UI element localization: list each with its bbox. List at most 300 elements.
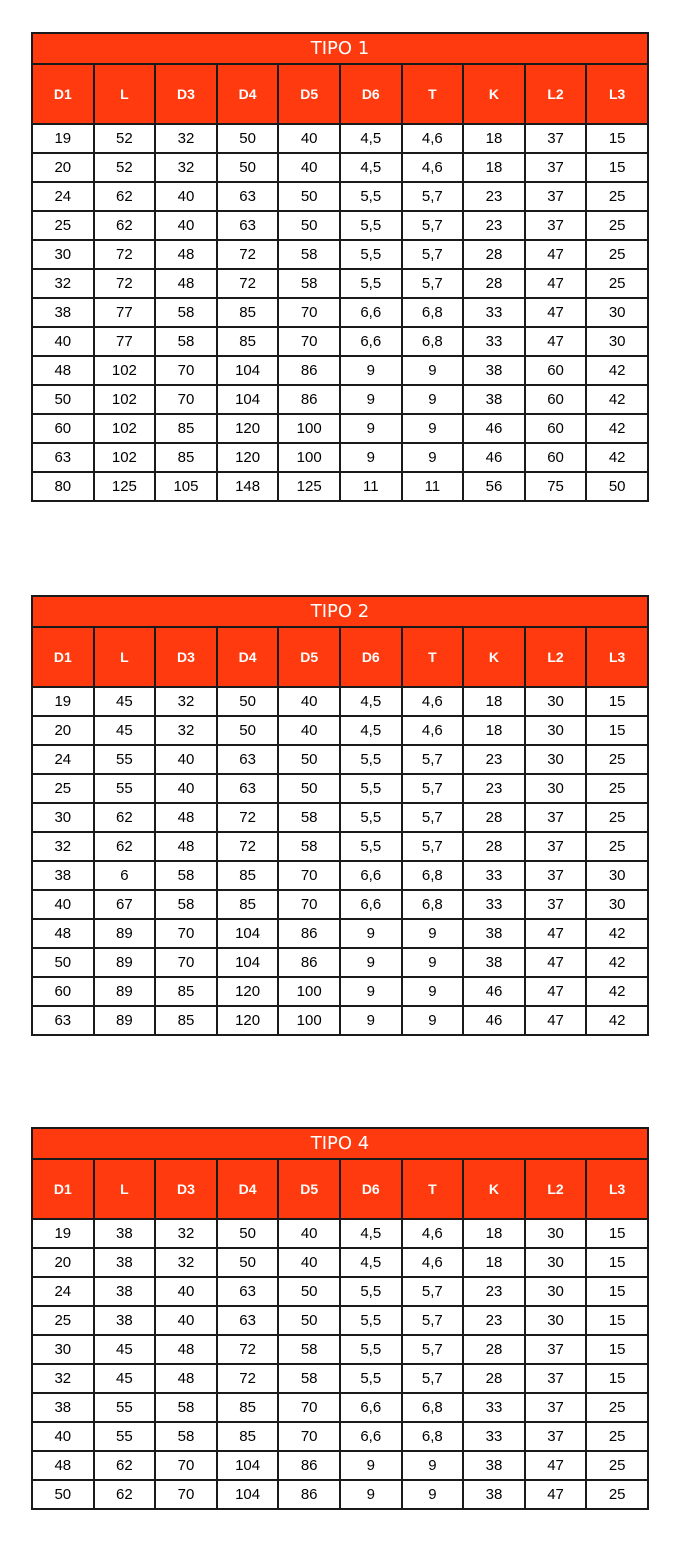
table-cell: 30 (525, 1306, 587, 1335)
table-cell: 85 (155, 414, 217, 443)
table-cell: 9 (402, 1006, 464, 1035)
table-cell: 33 (463, 298, 525, 327)
table-cell: 58 (278, 269, 340, 298)
table-cell: 40 (155, 745, 217, 774)
table-cell: 50 (278, 1277, 340, 1306)
table-cell: 5,5 (340, 745, 402, 774)
table-cell: 50 (217, 687, 279, 716)
table-row (32, 1219, 648, 1248)
table-cell: 9 (340, 1451, 402, 1480)
table-row (32, 687, 648, 716)
column-header-row (32, 1159, 648, 1219)
table-cell: 37 (525, 211, 587, 240)
table-cell: 15 (586, 1306, 648, 1335)
table-cell: 20 (32, 153, 94, 182)
table-cell: 9 (340, 1006, 402, 1035)
table-cell: 52 (94, 153, 156, 182)
table-cell: 11 (340, 472, 402, 501)
table-cell: 25 (586, 1451, 648, 1480)
table-cell: 38 (94, 1219, 156, 1248)
table-row (32, 948, 648, 977)
column-header: K (463, 64, 525, 124)
table-cell: 37 (525, 182, 587, 211)
table-cell: 58 (278, 832, 340, 861)
table-cell: 28 (463, 832, 525, 861)
table-cell: 9 (402, 919, 464, 948)
table-cell: 37 (525, 1335, 587, 1364)
table-cell: 5,7 (402, 745, 464, 774)
table-cell: 58 (278, 803, 340, 832)
column-header: T (402, 1159, 464, 1219)
table-title: TIPO 1 (32, 33, 648, 64)
table-cell: 85 (217, 861, 279, 890)
table-row (32, 356, 648, 385)
table-cell: 9 (402, 443, 464, 472)
table-cell: 85 (155, 1006, 217, 1035)
table-cell: 63 (217, 182, 279, 211)
table-cell: 23 (463, 182, 525, 211)
table-cell: 60 (525, 385, 587, 414)
column-header-row (32, 64, 648, 124)
table-cell: 50 (278, 182, 340, 211)
table-title-row (32, 33, 648, 64)
column-header: D4 (217, 627, 279, 687)
table-cell: 72 (217, 832, 279, 861)
table-cell: 104 (217, 948, 279, 977)
table-cell: 60 (32, 414, 94, 443)
table-cell: 5,5 (340, 240, 402, 269)
table-cell: 85 (155, 977, 217, 1006)
table-cell: 102 (94, 443, 156, 472)
table-cell: 5,5 (340, 1277, 402, 1306)
table-cell: 4,6 (402, 1248, 464, 1277)
table-cell: 25 (586, 269, 648, 298)
column-header: D6 (340, 64, 402, 124)
table-cell: 32 (155, 153, 217, 182)
table-cell: 4,5 (340, 1219, 402, 1248)
table-cell: 6,8 (402, 1422, 464, 1451)
table-cell: 5,5 (340, 774, 402, 803)
table-cell: 45 (94, 1335, 156, 1364)
table-cell: 9 (402, 356, 464, 385)
table-cell: 67 (94, 890, 156, 919)
table-cell: 50 (217, 153, 279, 182)
table-cell: 38 (463, 948, 525, 977)
table-title: TIPO 4 (32, 1128, 648, 1159)
table-cell: 15 (586, 124, 648, 153)
table-cell: 40 (278, 1219, 340, 1248)
table-cell: 72 (94, 240, 156, 269)
table-cell: 48 (32, 919, 94, 948)
column-header: D4 (217, 64, 279, 124)
table-cell: 70 (155, 1480, 217, 1509)
table-row (32, 1422, 648, 1451)
table-cell: 100 (278, 443, 340, 472)
table-title-row (32, 1128, 648, 1159)
table-cell: 33 (463, 1393, 525, 1422)
table-cell: 37 (525, 1393, 587, 1422)
table-cell: 42 (586, 977, 648, 1006)
table-cell: 50 (278, 745, 340, 774)
table-row (32, 919, 648, 948)
table-title-row (32, 596, 648, 627)
table-cell: 77 (94, 327, 156, 356)
table-cell: 104 (217, 919, 279, 948)
table-cell: 86 (278, 1451, 340, 1480)
table-cell: 148 (217, 472, 279, 501)
table-cell: 46 (463, 414, 525, 443)
table-cell: 38 (463, 1480, 525, 1509)
table-cell: 15 (586, 1364, 648, 1393)
table-cell: 72 (217, 1364, 279, 1393)
table-cell: 25 (586, 774, 648, 803)
table-cell: 72 (217, 269, 279, 298)
table-cell: 85 (217, 890, 279, 919)
table-cell: 25 (32, 211, 94, 240)
table-cell: 32 (155, 1219, 217, 1248)
table-cell: 19 (32, 687, 94, 716)
table-cell: 6,8 (402, 298, 464, 327)
table-cell: 42 (586, 948, 648, 977)
table-cell: 38 (32, 298, 94, 327)
table-cell: 19 (32, 124, 94, 153)
table-cell: 55 (94, 745, 156, 774)
table-cell: 56 (463, 472, 525, 501)
table-cell: 72 (94, 269, 156, 298)
table-cell: 48 (155, 832, 217, 861)
table-title: TIPO 2 (32, 596, 648, 627)
column-header: D3 (155, 1159, 217, 1219)
table-cell: 120 (217, 1006, 279, 1035)
column-header: L3 (586, 1159, 648, 1219)
table-cell: 60 (525, 356, 587, 385)
table-cell: 50 (217, 1248, 279, 1277)
table-cell: 32 (32, 832, 94, 861)
column-header: D6 (340, 627, 402, 687)
table-cell: 5,5 (340, 832, 402, 861)
table-cell: 89 (94, 919, 156, 948)
table-cell: 5,7 (402, 1364, 464, 1393)
table-cell: 15 (586, 1219, 648, 1248)
table-cell: 48 (32, 356, 94, 385)
table-cell: 5,7 (402, 182, 464, 211)
table-cell: 63 (32, 443, 94, 472)
table-cell: 23 (463, 1277, 525, 1306)
table-cell: 9 (340, 356, 402, 385)
table-cell: 42 (586, 919, 648, 948)
table-row (32, 1393, 648, 1422)
table-cell: 70 (278, 1393, 340, 1422)
table-cell: 24 (32, 1277, 94, 1306)
tipo-1-table (31, 32, 649, 502)
table-cell: 5,7 (402, 211, 464, 240)
table-cell: 55 (94, 1422, 156, 1451)
column-header: L3 (586, 64, 648, 124)
table-cell: 62 (94, 1480, 156, 1509)
table-cell: 15 (586, 153, 648, 182)
table-row (32, 1364, 648, 1393)
table-row (32, 977, 648, 1006)
table-cell: 4,5 (340, 124, 402, 153)
table-cell: 50 (32, 1480, 94, 1509)
table-cell: 28 (463, 1364, 525, 1393)
column-header: L2 (525, 64, 587, 124)
table-cell: 40 (155, 774, 217, 803)
table-cell: 85 (217, 327, 279, 356)
table-cell: 18 (463, 153, 525, 182)
table-cell: 85 (217, 1422, 279, 1451)
table-cell: 30 (525, 716, 587, 745)
table-cell: 58 (155, 1422, 217, 1451)
table-cell: 40 (278, 153, 340, 182)
table-cell: 5,7 (402, 1277, 464, 1306)
table-cell: 5,7 (402, 269, 464, 298)
table-cell: 63 (217, 1306, 279, 1335)
table-cell: 30 (525, 1248, 587, 1277)
table-cell: 42 (586, 414, 648, 443)
table-cell: 58 (278, 1335, 340, 1364)
table-cell: 52 (94, 124, 156, 153)
table-cell: 47 (525, 1451, 587, 1480)
table-cell: 18 (463, 687, 525, 716)
table-row (32, 211, 648, 240)
table-cell: 37 (525, 1422, 587, 1451)
table-cell: 5,5 (340, 1306, 402, 1335)
table-cell: 6,8 (402, 861, 464, 890)
table-cell: 9 (402, 385, 464, 414)
table-cell: 85 (155, 443, 217, 472)
table-cell: 4,6 (402, 1219, 464, 1248)
table-cell: 33 (463, 861, 525, 890)
table-cell: 9 (340, 385, 402, 414)
table-cell: 5,5 (340, 211, 402, 240)
table-cell: 23 (463, 774, 525, 803)
table-cell: 38 (463, 919, 525, 948)
table-cell: 38 (463, 385, 525, 414)
table-cell: 48 (155, 1364, 217, 1393)
table-cell: 37 (525, 832, 587, 861)
table-cell: 42 (586, 443, 648, 472)
table-cell: 9 (402, 948, 464, 977)
table-row (32, 803, 648, 832)
table-cell: 5,7 (402, 240, 464, 269)
table-cell: 47 (525, 1006, 587, 1035)
table-cell: 72 (217, 803, 279, 832)
table-cell: 9 (340, 1480, 402, 1509)
table-cell: 9 (402, 414, 464, 443)
table-cell: 6,8 (402, 890, 464, 919)
table-cell: 47 (525, 240, 587, 269)
table-cell: 6,6 (340, 298, 402, 327)
table-cell: 100 (278, 414, 340, 443)
column-header: L2 (525, 1159, 587, 1219)
table-cell: 48 (155, 803, 217, 832)
table-cell: 37 (525, 803, 587, 832)
table-cell: 40 (32, 327, 94, 356)
table-cell: 62 (94, 1451, 156, 1480)
table-cell: 5,7 (402, 803, 464, 832)
table-cell: 48 (155, 1335, 217, 1364)
table-cell: 15 (586, 1277, 648, 1306)
table-cell: 33 (463, 890, 525, 919)
table-cell: 58 (155, 327, 217, 356)
table-cell: 18 (463, 716, 525, 745)
table-cell: 30 (525, 1219, 587, 1248)
table-cell: 20 (32, 1248, 94, 1277)
table-cell: 47 (525, 977, 587, 1006)
column-header: K (463, 627, 525, 687)
table-cell: 62 (94, 832, 156, 861)
table-cell: 9 (340, 443, 402, 472)
table-cell: 6,6 (340, 1422, 402, 1451)
table-cell: 46 (463, 443, 525, 472)
table-cell: 85 (217, 298, 279, 327)
table-cell: 6,6 (340, 327, 402, 356)
table-row (32, 1480, 648, 1509)
table-row (32, 472, 648, 501)
table-cell: 60 (32, 977, 94, 1006)
table-cell: 9 (402, 1480, 464, 1509)
table-cell: 45 (94, 1364, 156, 1393)
table-cell: 89 (94, 948, 156, 977)
table-cell: 25 (586, 211, 648, 240)
table-row (32, 832, 648, 861)
table-cell: 72 (217, 240, 279, 269)
table-cell: 30 (525, 774, 587, 803)
table-cell: 42 (586, 356, 648, 385)
table-cell: 63 (217, 745, 279, 774)
table-row (32, 716, 648, 745)
table-cell: 30 (525, 687, 587, 716)
table-cell: 38 (94, 1248, 156, 1277)
table-cell: 20 (32, 716, 94, 745)
table-cell: 11 (402, 472, 464, 501)
table-cell: 24 (32, 745, 94, 774)
table-cell: 37 (525, 153, 587, 182)
table-cell: 32 (155, 716, 217, 745)
column-header: D4 (217, 1159, 279, 1219)
table-cell: 5,7 (402, 774, 464, 803)
table-cell: 102 (94, 385, 156, 414)
table-cell: 47 (525, 298, 587, 327)
table-cell: 86 (278, 356, 340, 385)
table-cell: 30 (586, 327, 648, 356)
table-cell: 15 (586, 687, 648, 716)
table-cell: 50 (32, 385, 94, 414)
table-cell: 63 (217, 211, 279, 240)
table-cell: 42 (586, 1006, 648, 1035)
table-cell: 5,5 (340, 1364, 402, 1393)
table-cell: 37 (525, 1364, 587, 1393)
table-row (32, 124, 648, 153)
table-cell: 45 (94, 716, 156, 745)
table-cell: 50 (32, 948, 94, 977)
table-cell: 30 (32, 1335, 94, 1364)
column-header: L3 (586, 627, 648, 687)
table-cell: 63 (217, 1277, 279, 1306)
table-cell: 18 (463, 1248, 525, 1277)
table-cell: 30 (32, 803, 94, 832)
table-cell: 38 (463, 1451, 525, 1480)
table-cell: 70 (155, 1451, 217, 1480)
table-cell: 58 (155, 890, 217, 919)
table-cell: 50 (586, 472, 648, 501)
table-cell: 25 (586, 832, 648, 861)
column-header: D1 (32, 64, 94, 124)
table-cell: 37 (525, 861, 587, 890)
table-cell: 70 (278, 861, 340, 890)
table-cell: 104 (217, 1451, 279, 1480)
table-cell: 6,8 (402, 327, 464, 356)
table-cell: 15 (586, 716, 648, 745)
table-cell: 33 (463, 1422, 525, 1451)
column-header: L (94, 627, 156, 687)
table-cell: 37 (525, 890, 587, 919)
table-cell: 9 (340, 948, 402, 977)
column-header: D3 (155, 64, 217, 124)
table-cell: 75 (525, 472, 587, 501)
table-cell: 85 (217, 1393, 279, 1422)
table-cell: 25 (32, 1306, 94, 1335)
table-cell: 30 (525, 745, 587, 774)
column-header: L (94, 64, 156, 124)
table-cell: 105 (155, 472, 217, 501)
table-cell: 80 (32, 472, 94, 501)
table-cell: 25 (586, 1393, 648, 1422)
table-cell: 6,8 (402, 1393, 464, 1422)
column-header: D3 (155, 627, 217, 687)
table-cell: 70 (155, 385, 217, 414)
table-row (32, 890, 648, 919)
table-cell: 25 (586, 182, 648, 211)
table-cell: 28 (463, 269, 525, 298)
table-cell: 25 (586, 1480, 648, 1509)
table-cell: 70 (278, 1422, 340, 1451)
table-cell: 6,6 (340, 890, 402, 919)
table-cell: 58 (155, 861, 217, 890)
table-cell: 47 (525, 1480, 587, 1509)
table-cell: 38 (463, 356, 525, 385)
table-cell: 48 (155, 269, 217, 298)
table-cell: 15 (586, 1248, 648, 1277)
table-row (32, 240, 648, 269)
column-header: T (402, 627, 464, 687)
table-cell: 32 (155, 124, 217, 153)
table-cell: 30 (525, 1277, 587, 1306)
table-cell: 33 (463, 327, 525, 356)
table-cell: 28 (463, 240, 525, 269)
table-row (32, 1306, 648, 1335)
table-cell: 50 (217, 124, 279, 153)
table-cell: 4,5 (340, 687, 402, 716)
table-row (32, 385, 648, 414)
table-row (32, 414, 648, 443)
table-row (32, 443, 648, 472)
table-cell: 40 (278, 716, 340, 745)
table-cell: 40 (155, 1306, 217, 1335)
table-cell: 120 (217, 977, 279, 1006)
table-cell: 70 (278, 327, 340, 356)
table-row (32, 327, 648, 356)
column-header: D1 (32, 1159, 94, 1219)
table-row (32, 745, 648, 774)
table-cell: 86 (278, 1480, 340, 1509)
column-header: K (463, 1159, 525, 1219)
table-cell: 50 (217, 716, 279, 745)
column-header: D5 (278, 1159, 340, 1219)
table-cell: 5,7 (402, 1306, 464, 1335)
table-cell: 30 (586, 861, 648, 890)
